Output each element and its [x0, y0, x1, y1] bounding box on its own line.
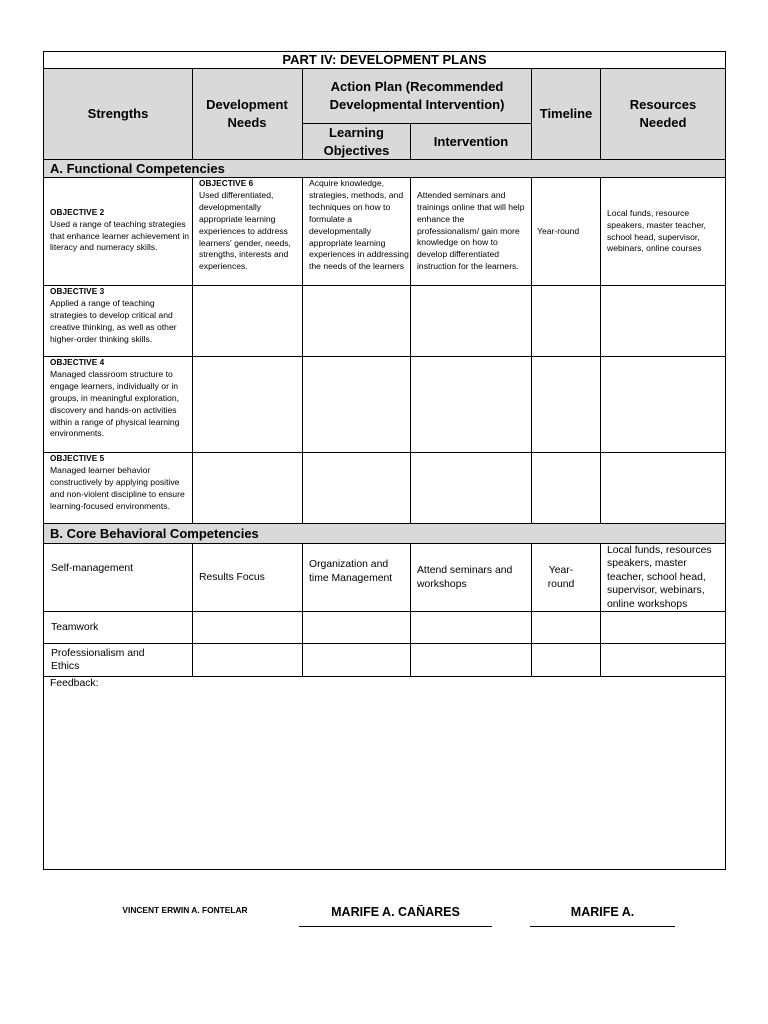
strength-label: OBJECTIVE 5	[50, 454, 105, 463]
resources-cell	[607, 178, 721, 285]
core-intervention-cell	[417, 544, 529, 611]
core-strength: Professionalism and Ethics	[51, 647, 145, 672]
signature-name-3: MARIFE A.	[570, 905, 635, 919]
learning-objectives-cell: Acquire knowledge, strategies, methods, and techniques on how to formulate a developmentally appropriate learning experiences in addressing the needs of the learners	[309, 178, 409, 272]
header-strengths: Strengths	[87, 106, 149, 121]
strength-text: Managed learner behavior constructively by applying positive and non-violent discipline to ensure learning-focused environments.	[50, 464, 185, 511]
signature-name-1: VINCENT ERWIN A. FONTELAR	[122, 905, 248, 915]
core-strength: Self-management	[51, 563, 134, 575]
timeline-cell	[537, 178, 599, 285]
core-resources: Local funds, resources speakers, master teacher, school head, supervisor, webinars, online workshops	[607, 544, 712, 610]
header-action-plan: Action Plan (Recommended Developmental Intervention)	[329, 79, 505, 112]
header-learning-objectives: Learning Objectives	[323, 124, 390, 158]
strength-label: OBJECTIVE 4	[50, 358, 105, 367]
header-intervention: Intervention	[433, 133, 509, 149]
section-a-title: A. Functional Competencies	[50, 161, 225, 176]
strength-objective-4	[50, 357, 191, 452]
header-resources-needed: Resources Needed	[629, 97, 697, 130]
need-objective-6	[199, 178, 299, 285]
strength-objective-2	[50, 178, 191, 285]
signature-name-2: MARIFE A. CAÑARES	[331, 905, 460, 919]
timeline-text: Year-round	[537, 225, 580, 236]
core-need: Results Focus	[199, 571, 265, 583]
need-text: Used differentiated, developmentally appropriate learning experiences to address learners' gender, needs, strengths, interests and experiences.	[199, 189, 291, 272]
header-development-needs: Development Needs	[206, 97, 288, 130]
self-management-cell	[51, 544, 191, 594]
intervention-text: Attended seminars and trainings online that will help enhance the professionalism/ gain more knowledge on how to develop differentiated instruction for the learners.	[417, 189, 525, 272]
resources-text: Local funds, resource speakers, master teacher, school head, supervisor, webinars, online courses	[607, 207, 706, 254]
strength-text: Used a range of teaching strategies that enhance learner achievement in literacy and numeracy skills.	[50, 218, 190, 253]
strength-text: Managed classroom structure to engage learners, individually or in groups, in meaningful exploration, discovery and hands-on activities within a range of physical learning environments.	[50, 368, 180, 439]
strength-label: OBJECTIVE 2	[50, 207, 105, 217]
core-learning-objectives-cell	[309, 544, 409, 599]
section-b-title: B. Core Behavioral Competencies	[50, 526, 259, 541]
core-strength: Teamwork	[51, 621, 99, 633]
core-timeline-cell	[540, 544, 582, 611]
core-learning-objectives: Organization and time Management	[309, 559, 393, 584]
header-timeline: Timeline	[539, 106, 593, 121]
strength-text: Applied a range of teaching strategies to develop critical and creative thinking, as well as other higher-order thinking skills.	[50, 297, 177, 344]
professionalism-cell	[51, 644, 171, 676]
signature-line-2	[299, 926, 492, 927]
page-title: PART IV: DEVELOPMENT PLANS	[282, 52, 487, 67]
strength-objective-3	[50, 286, 191, 356]
need-label: OBJECTIVE 6	[199, 179, 254, 188]
teamwork-cell	[51, 612, 191, 643]
intervention-cell	[417, 178, 528, 285]
core-timeline: Year-round	[547, 565, 575, 590]
strength-objective-5	[50, 453, 191, 523]
strength-label: OBJECTIVE 3	[50, 287, 105, 296]
results-focus-cell	[199, 544, 299, 611]
feedback-label: Feedback:	[50, 678, 99, 689]
signature-line-3	[530, 926, 675, 927]
core-intervention: Attend seminars and workshops	[417, 565, 513, 590]
core-resources-cell	[607, 544, 721, 611]
